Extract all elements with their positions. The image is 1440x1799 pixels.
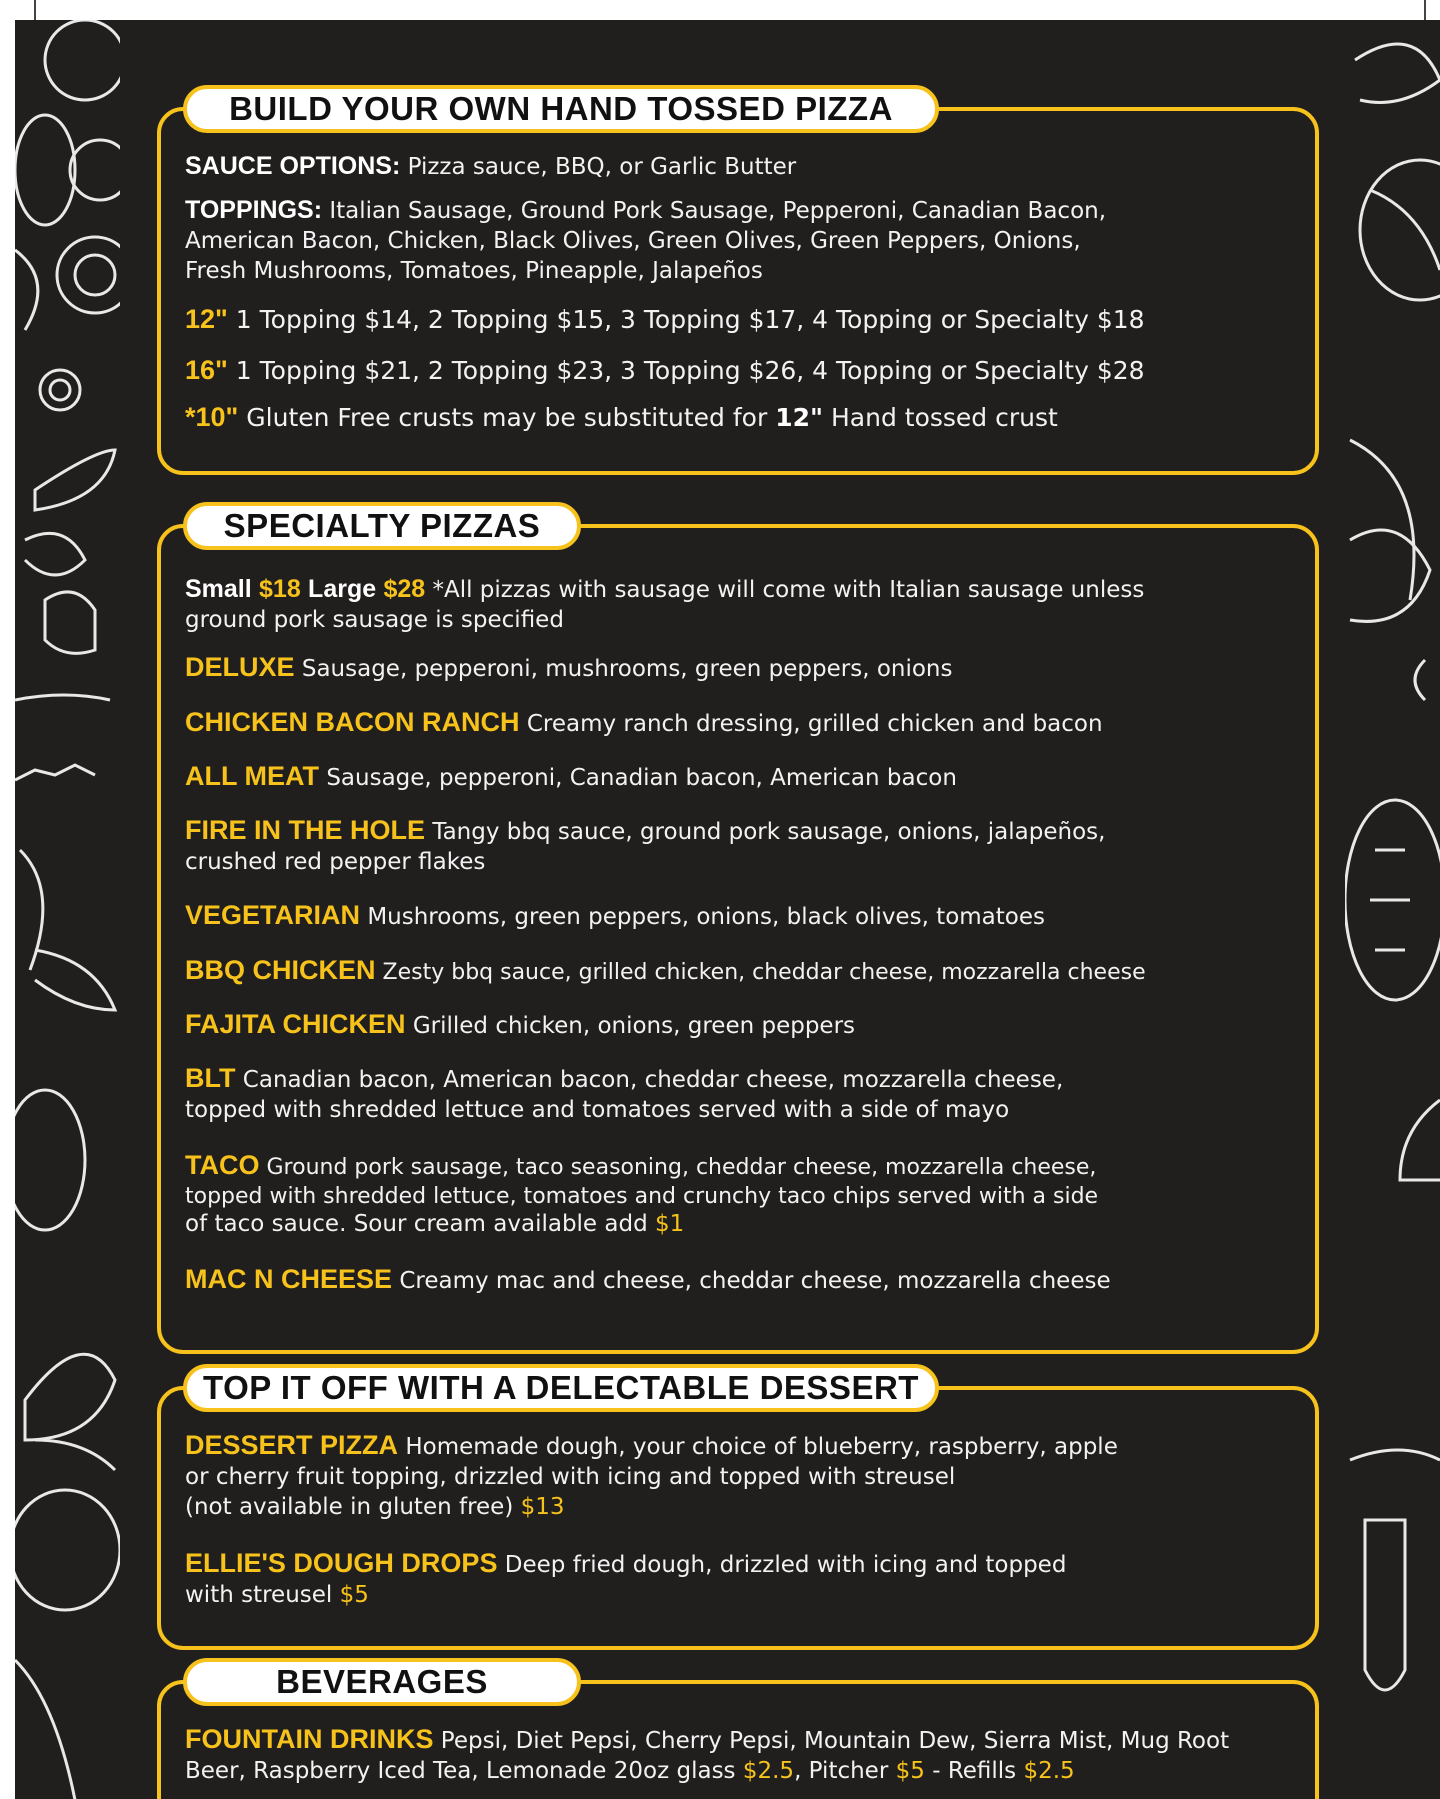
list-item	[185, 815, 1295, 877]
refills-label: - Refills	[932, 1758, 1017, 1784]
item-name: ELLIE'S DOUGH DROPS	[185, 1548, 498, 1578]
sauce-options-label: SAUCE OPTIONS:	[185, 152, 401, 180]
refill-price: $2.5	[1023, 1758, 1075, 1784]
list-item	[185, 955, 1295, 988]
fountain-drinks-line-1	[185, 1724, 1295, 1756]
gluten-free-end: Hand tossed crust	[830, 403, 1058, 432]
item-name: TACO	[185, 1150, 260, 1180]
item-name: CHICKEN BACON RANCH	[185, 707, 520, 737]
list-item	[185, 1548, 1295, 1610]
dessert-title-text: TOP IT OFF WITH A DELECTABLE DESSERT	[203, 1369, 919, 1406]
list-item	[185, 1430, 1295, 1522]
toppings-line-1	[185, 195, 1295, 226]
toppings-line-2: American Bacon, Chicken, Black Olives, Green Olives, Green Peppers, Onions,	[185, 228, 1081, 254]
item-name: BLT	[185, 1063, 236, 1093]
food-illustration-left-icon	[15, 20, 120, 1799]
list-item	[185, 761, 1295, 793]
glass-price: $2.5	[742, 1758, 795, 1784]
item-desc: Zesty bbq sauce, grilled chicken, cheddar cheese, mozzarella cheese	[382, 960, 1146, 985]
list-item	[185, 652, 1295, 684]
top-strip	[0, 0, 1440, 20]
item-desc: Canadian bacon, American bacon, cheddar cheese, mozzarella cheese,	[242, 1067, 1064, 1093]
size-12-prices: 1 Topping $14, 2 Topping $15, 3 Topping $17, 4 Topping or Specialty $18	[235, 305, 1145, 334]
item-desc: Deep fried dough, drizzled with icing and topped	[504, 1552, 1067, 1578]
toppings-line-3: Fresh Mushrooms, Tomatoes, Pineapple, Jalapeños	[185, 258, 763, 284]
list-item	[185, 707, 1295, 739]
item-name: VEGETARIAN	[185, 900, 361, 930]
item-desc-2: topped with shredded lettuce and tomatoes served with a side of mayo	[185, 1097, 1010, 1123]
specialty-pizzas-title	[183, 502, 581, 550]
menu-page	[15, 20, 1440, 1799]
item-desc-2-line	[185, 1580, 1295, 1610]
pitcher-price: $5	[895, 1758, 925, 1784]
fountain-drinks-name: FOUNTAIN DRINKS	[185, 1724, 434, 1754]
item-price: $1	[655, 1211, 685, 1237]
size-12-line	[185, 302, 1295, 337]
item-desc: Sausage, pepperoni, Canadian bacon, American bacon	[326, 765, 957, 791]
top-strip-line-left	[34, 0, 36, 20]
item-desc-2: or cherry fruit topping, drizzled with icing and topped with streusel	[185, 1464, 956, 1490]
specialty-pizzas-title-text: SPECIALTY PIZZAS	[223, 507, 541, 544]
size-16-prices: 1 Topping $21, 2 Topping $23, 3 Topping $26, 4 Topping or Specialty $28	[235, 356, 1145, 385]
dessert-section	[157, 1369, 1319, 1650]
small-price: $18	[259, 575, 301, 603]
item-name: MAC N CHEESE	[185, 1264, 393, 1294]
item-desc: Sausage, pepperoni, mushrooms, green peppers, onions	[301, 656, 953, 682]
item-desc: Mushrooms, green peppers, onions, black olives, tomatoes	[367, 904, 1045, 930]
list-item	[185, 900, 1295, 932]
item-desc-2: with streusel	[185, 1582, 333, 1608]
list-item	[185, 1063, 1295, 1125]
beverages-section	[157, 1663, 1319, 1799]
specialty-price-line	[185, 574, 1295, 635]
item-desc-3-line	[185, 1492, 1295, 1522]
sausage-note-1: *All pizzas with sausage will come with Italian sausage unless	[432, 577, 1145, 603]
item-desc: Grilled chicken, onions, green peppers	[412, 1013, 856, 1039]
size-12-label: 12"	[185, 304, 228, 334]
item-desc: Homemade dough, your choice of blueberry, raspberry, apple	[405, 1434, 1118, 1460]
build-your-own-section	[157, 90, 1319, 475]
sauce-options-text: Pizza sauce, BBQ, or Garlic Butter	[407, 154, 797, 180]
build-your-own-title-text: BUILD YOUR OWN HAND TOSSED PIZZA	[229, 90, 893, 127]
sauce-options-line	[185, 151, 1295, 182]
item-name: FIRE IN THE HOLE	[185, 815, 426, 845]
item-desc: Creamy ranch dressing, grilled chicken and bacon	[526, 711, 1103, 737]
size-16-line	[185, 353, 1295, 388]
small-label: Small	[185, 575, 252, 603]
item-name: FAJITA CHICKEN	[185, 1009, 406, 1039]
specialty-prices	[185, 574, 1295, 605]
gluten-free-label: *10"	[185, 402, 239, 432]
item-price: $5	[339, 1582, 369, 1608]
beverages-title	[183, 1658, 581, 1706]
item-desc: Tangy bbq sauce, ground pork sausage, onions, jalapeños,	[432, 819, 1106, 845]
gluten-free-line	[185, 400, 1295, 435]
item-desc: Ground pork sausage, taco seasoning, cheddar cheese, mozzarella cheese,	[266, 1155, 1097, 1180]
gluten-free-text: Gluten Free crusts may be substituted for	[246, 403, 768, 432]
list-item	[185, 1264, 1295, 1296]
large-label: Large	[308, 575, 377, 603]
fountain-drinks-desc: Pepsi, Diet Pepsi, Cherry Pepsi, Mountain Dew, Sierra Mist, Mug Root	[440, 1728, 1230, 1754]
item-desc-2: crushed red pepper flakes	[185, 849, 486, 875]
pitcher-label: , Pitcher	[794, 1758, 889, 1784]
item-desc-3: (not available in gluten free)	[185, 1494, 514, 1520]
item-name: DESSERT PIZZA	[185, 1430, 399, 1460]
dessert-title	[183, 1364, 939, 1412]
size-16-label: 16"	[185, 355, 228, 385]
build-your-own-title	[183, 85, 939, 133]
list-item	[185, 1009, 1295, 1041]
specialty-pizzas-section	[157, 507, 1319, 1354]
item-price: $13	[520, 1494, 565, 1520]
large-price: $28	[383, 575, 426, 603]
toppings-text-1: Italian Sausage, Ground Pork Sausage, Pepperoni, Canadian Bacon,	[329, 198, 1107, 224]
item-desc: Creamy mac and cheese, cheddar cheese, mozzarella cheese	[399, 1268, 1111, 1294]
food-illustration-right-icon	[1345, 20, 1440, 1799]
item-desc-3-line	[185, 1211, 1295, 1237]
sausage-note-2: ground pork sausage is specified	[185, 607, 564, 633]
item-name: ALL MEAT	[185, 761, 319, 791]
item-desc-2: topped with shredded lettuce, tomatoes and crunchy taco chips served with a side	[185, 1184, 1099, 1209]
gluten-free-bold: 12"	[775, 403, 824, 432]
fountain-drinks-line-2	[185, 1756, 1295, 1786]
item-name: DELUXE	[185, 652, 295, 682]
fountain-drinks-desc-2: Beer, Raspberry Iced Tea, Lemonade 20oz glass	[185, 1758, 736, 1784]
item-desc-3: of taco sauce. Sour cream available add	[185, 1211, 648, 1237]
item-name: BBQ CHICKEN	[185, 955, 376, 985]
toppings-label: TOPPINGS:	[185, 196, 323, 224]
top-strip-line-right	[1424, 0, 1426, 20]
list-item	[185, 1150, 1295, 1237]
beverages-title-text: BEVERAGES	[276, 1663, 488, 1700]
